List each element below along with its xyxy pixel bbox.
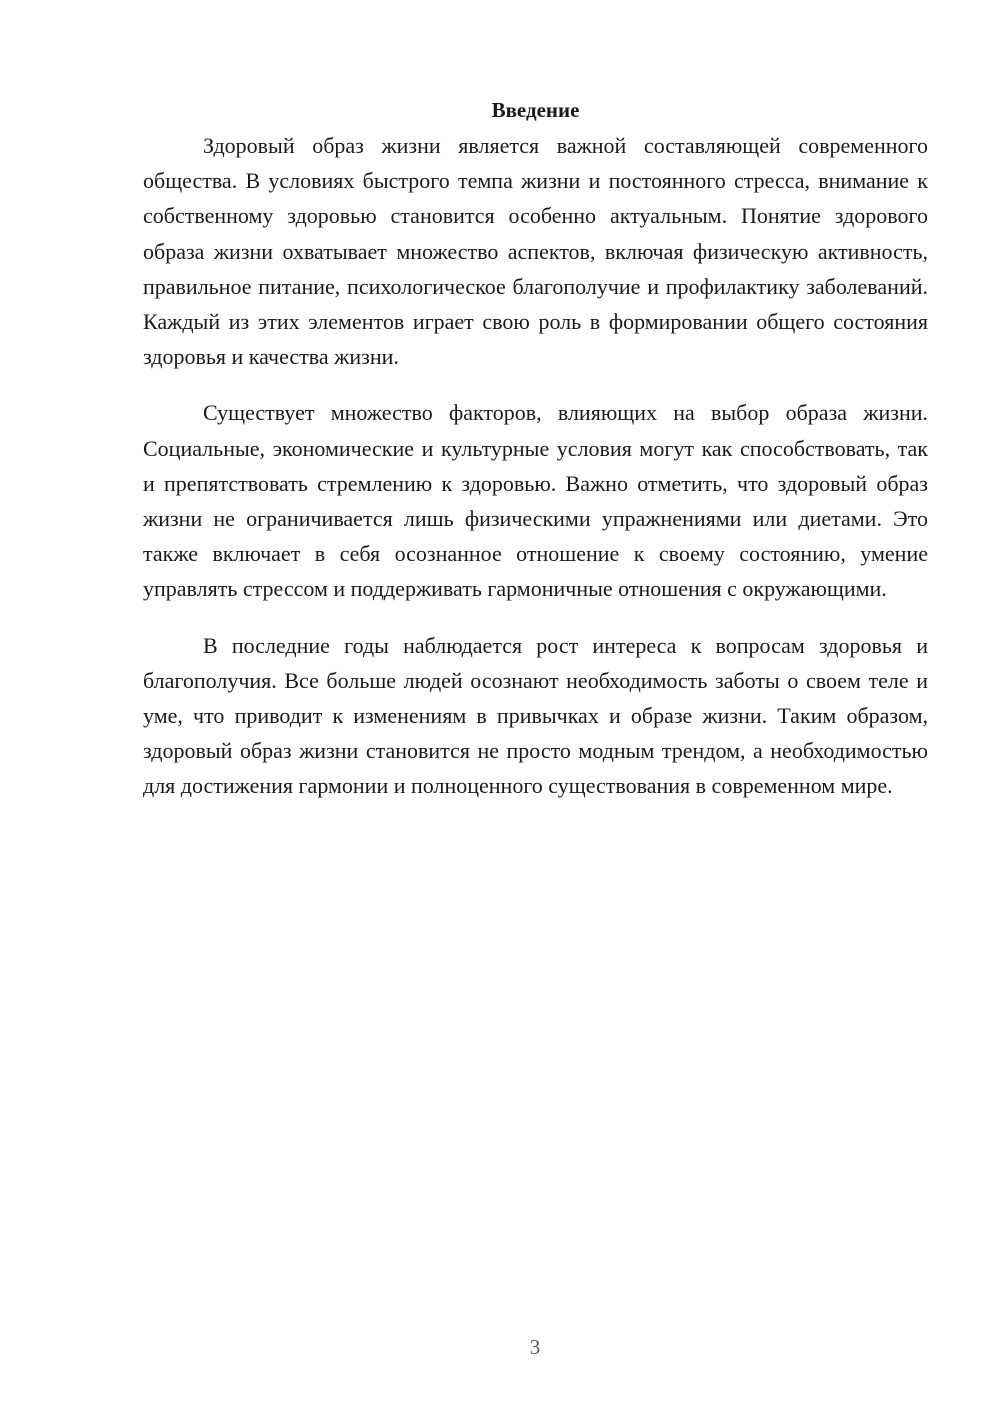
page-content	[143, 95, 928, 825]
section-title: Введение	[491, 98, 580, 122]
page-number: 3	[529, 1335, 541, 1359]
paragraph-3: В последние годы наблюдается рост интереса к вопросам здоровья и благополучия. Все больше людей осознают необходимость заботы о своем теле и уме, что приводит к изменениям в привычках и образе жизни. Таким образом, здоровый образ жизни становится не просто модным трендом, а необходимостью для достижения гармонии и полноценного существования в современном мире.	[143, 632, 928, 799]
paragraph-2: Существует множество факторов, влияющих на выбор образа жизни. Социальные, экономические и культурные условия могут как способствовать, так и препятствовать стремлению к здоровью. Важно отметить, что здоровый образ жизни не ограничивается лишь физическими упражнениями или диетами. Это также включает в себя осознанное отношение к своему состоянию, умение управлять стрессом и поддерживать гармоничные отношения с окружающими.	[143, 400, 928, 602]
paragraph-1: Здоровый образ жизни является важной составляющей современного общества. В условиях быстрого темпа жизни и постоянного стресса, внимание к собственному здоровью становится особенно актуальным. Понятие здорового образа жизни охватывает множество аспектов, включая физическую активность, правильное питание, психологическое благополучие и профилактику заболеваний. Каждый из этих элементов играет свою роль в формировании общего состояния здоровья и качества жизни.	[143, 133, 928, 370]
